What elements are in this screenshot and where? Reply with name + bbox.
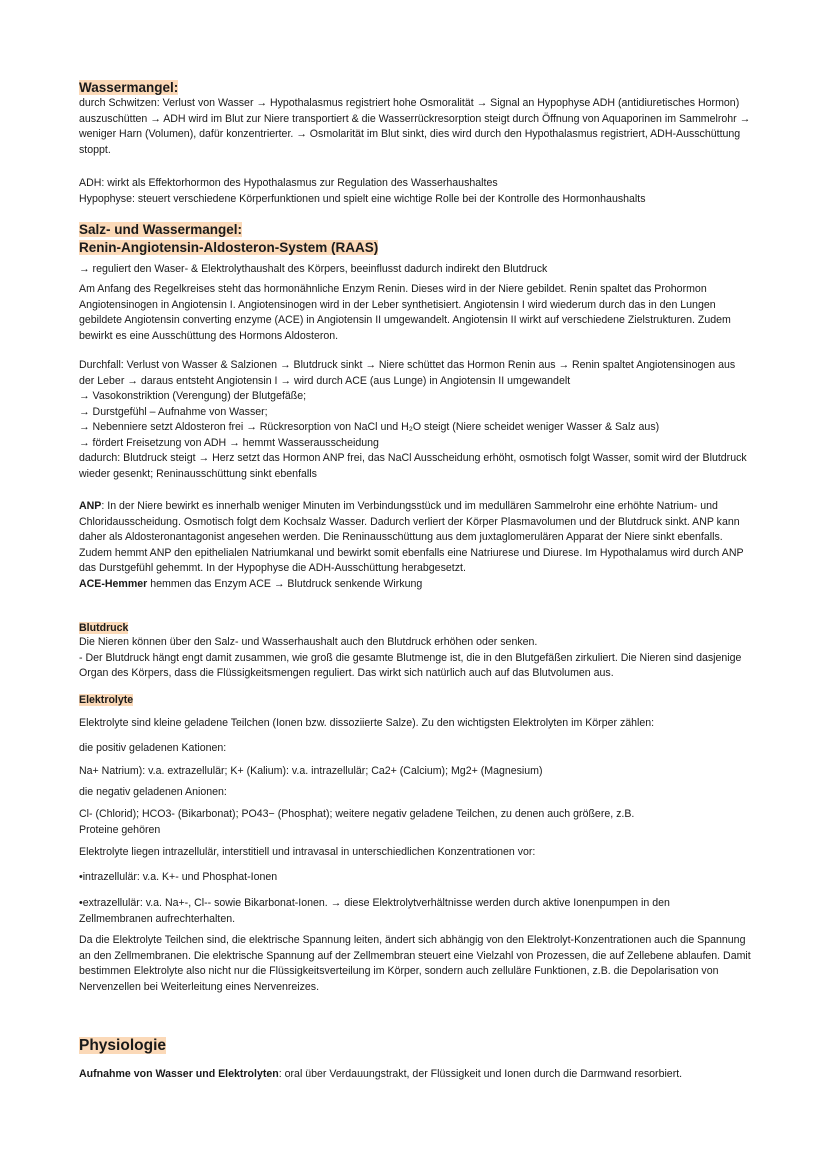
blutdruck-line2: - Der Blutdruck hängt engt damit zusammen, wie groß die gesamte Blutmenge ist, die in den Blutgefäßen zirkuliert. Die Nieren sind dasjenige Organ des Körpers, dass die Flüssigkeitsmengen reguliert. Das wirkt sich natürlich auch auf das Blutvolumen aus.: [79, 651, 742, 679]
kationen-label-block: [79, 741, 751, 757]
konzentrationen: Elektrolyte liegen intrazellulär, interstitiell und intravasal in unterschiedlichen Konzentrationen vor:: [79, 846, 536, 858]
heading-elektrolyte: Elektrolyte: [79, 694, 134, 706]
section-raas: [79, 221, 751, 256]
wassermangel-paragraph: durch Schwitzen: Verlust von Wasser → Hypothalasmus registriert hohe Osmoralität → Signal an Hypophyse ADH (antidiuretisches Hormon) auszuschütten → ADH wird im Blut zur Niere transportiert & die Wasserrückresorption steigt durch Öffnung von Aquaporinen im Sammelrohr → weniger Harn (Volumen), dafür konzentrierter. → Osmolarität im Blut sinkt, dies wird durch den Hypothalasmus registriert, ADH-Ausschüttung stoppt.: [79, 97, 751, 156]
kationen-label: die positiv geladenen Kationen:: [79, 742, 227, 754]
raas-para1-block: [79, 282, 751, 344]
kationen-block: [79, 764, 751, 780]
durchfall-line: dadurch: Blutdruck steigt → Herz setzt das Hormon ANP frei, das NaCl Ausscheidung erhöht, osmotisch folgt Wasser, somit wird der Blutdruck wieder gesenkt; Reninausschüttung sinkt ebenfalls: [79, 452, 747, 480]
heading-wassermangel: Wassermangel:: [79, 80, 179, 95]
raas-paragraph: Am Anfang des Regelkreises steht das hormonähnliche Enzym Renin. Dieses wird in der Niere gebildet. Renin spaltet das Prohormon Angiotensinogen in Angiotensin I. Angiotensinogen wird in der Leber synthetisiert. Angiotensin I wird wiederum durch das in den Lungen gebildete Angiotensin converting enzyme (ACE) in Angiotensin II umgewandelt. Angiotensin II wirkt auf verschiedene Zielstrukturen. Zudem bewirkt es eine Ausschüttung des Hormons Aldosteron.: [79, 283, 731, 342]
ace-text: hemmen das Enzym ACE → Blutdruck senkende Wirkung: [147, 577, 423, 590]
heading-salz-wassermangel: Salz- und Wassermangel:: [79, 222, 243, 237]
ace-label: ACE-Hemmer: [79, 577, 148, 590]
section-definitions: [79, 176, 751, 207]
elektrolyte-para-block: [79, 933, 751, 995]
intrazellulaer: •intrazellulär: v.a. K+- und Phosphat-Ionen: [79, 871, 278, 883]
anp-text: : In der Niere bewirkt es innerhalb weniger Minuten im Verbindungsstück und im medullären Sammelrohr eine erhöhte Natrium- und Chloridausscheidung. Osmotisch folgt dem Kochsalz Wasser. Dadurch verliert der Körper Plasmavolumen und der Blutdruck sinkt. ANP kann daher als Aldosteronantagonist angesehen werden. Die Reninausschüttung aus dem juxtaglomerulären Apparat der Niere sinkt ebenfalls. Zudem hemmt ANP den epithelialen Natriumkanal und bewirkt somit ebenfalls eine Natriurese und Diurese. Im Hypothalamus wird durch ANP das Durstgefühl gehemmt. In der Hypophyse die ADH-Ausschüttung herabgesetzt.: [79, 500, 744, 574]
raas-intro-block: [79, 262, 751, 278]
anionen-block: [79, 807, 669, 838]
durchfall-line: Durchfall: Verlust von Wasser & Salzionen → Blutdruck sinkt → Niere schüttet das Hormon Renin aus → Renin spaltet Angiotensinogen aus der Leber → daraus entsteht Angiotensin I → wird durch ACE (aus Lunge) in Angiotensin II umgewandelt: [79, 359, 736, 387]
elektrolyte-intro-block: [79, 716, 751, 732]
heading-raas: Renin-Angiotensin-Aldosteron-System (RAAS): [79, 240, 379, 255]
heading-blutdruck: Blutdruck: [79, 622, 129, 634]
durchfall-line: → Nebenniere setzt Aldosteron frei → Rückresorption von NaCl und H₂O steigt (Niere scheidet weniger Wasser & Salz aus): [79, 421, 660, 433]
kationen-list: Na+ Natrium): v.a. extrazellulär; K+ (Kalium): v.a. intrazellulär; Ca2+ (Calcium); Mg2+ (Magnesium): [79, 765, 543, 777]
anionen-label: die negativ geladenen Anionen:: [79, 786, 227, 798]
section-wassermangel: [79, 79, 751, 158]
adh-definition: ADH: wirkt als Effektorhormon des Hypothalasmus zur Regulation des Wasserhaushaltes: [79, 177, 498, 189]
durchfall-block: [79, 358, 751, 482]
raas-intro: → reguliert den Waser- & Elektrolythaushalt des Körpers, beeinflusst dadurch indirekt den Blutdruck: [79, 263, 548, 275]
section-elektrolyte: [79, 693, 751, 707]
anionen-label-block: [79, 785, 751, 801]
anp-block: [79, 499, 751, 592]
intra-block: [79, 870, 751, 886]
physiologie-text: : oral über Verdauungstrakt, der Flüssigkeit und Ionen durch die Darmwand resorbiert.: [278, 1068, 683, 1080]
extra-block: [79, 896, 719, 927]
anionen-list: Cl- (Chlorid); HCO3- (Bikarbonat); PO43− (Phosphat); weitere negativ geladene Teilchen, zu denen auch größere, z.B. Proteine gehören: [79, 808, 635, 836]
elektrolyte-paragraph: Da die Elektrolyte Teilchen sind, die elektrische Spannung leiten, ändert sich abhängig von den Elektrolyt-Konzentrationen auch die Spannung an den Zellmembranen. Die elektrische Spannung auf der Zellmembran steuert eine Vielzahl von Prozessen, die auf Zellebene ablaufen. Damit bestimmen Elektrolyte also nicht nur die Flüssigkeitsverteilung im Körper, sondern auch zelluläre Funktionen, z.B. die Depolarisation von Nervenzellen bei Weiterleitung eines Nervenreizes.: [79, 934, 751, 993]
section-blutdruck: [79, 621, 751, 682]
physiologie-line-block: [79, 1067, 751, 1083]
durchfall-line: → fördert Freisetzung von ADH → hemmt Wasserausscheidung: [79, 436, 379, 449]
durchfall-line: → Vasokonstriktion (Verengung) der Blutgefäße;: [79, 390, 307, 402]
durchfall-line: → Durstgefühl – Aufnahme von Wasser;: [79, 405, 268, 418]
anp-label: ANP: [79, 500, 102, 512]
physiologie-label: Aufnahme von Wasser und Elektrolyten: [79, 1068, 279, 1080]
elektrolyte-intro: Elektrolyte sind kleine geladene Teilchen (Ionen bzw. dissoziierte Salze). Zu den wichtigsten Elektrolyten im Körper zählen:: [79, 717, 655, 729]
heading-physiologie: Physiologie: [79, 1037, 166, 1054]
konz-block: [79, 845, 751, 861]
hypophyse-definition: Hypophyse: steuert verschiedene Körperfunktionen und spielt eine wichtige Rolle bei der Kontrolle des Hormonhaushalts: [79, 192, 646, 205]
blutdruck-line1: Die Nieren können über den Salz- und Wasserhaushalt auch den Blutdruck erhöhen oder senken.: [79, 636, 538, 648]
section-physiologie: [79, 1036, 751, 1056]
extrazellulaer: •extrazellulär: v.a. Na+-, Cl-- sowie Bikarbonat-Ionen. → diese Elektrolytverhältnisse werden durch aktive Ionenpumpen in den Zellmembranen aufrechterhalten.: [79, 897, 670, 925]
